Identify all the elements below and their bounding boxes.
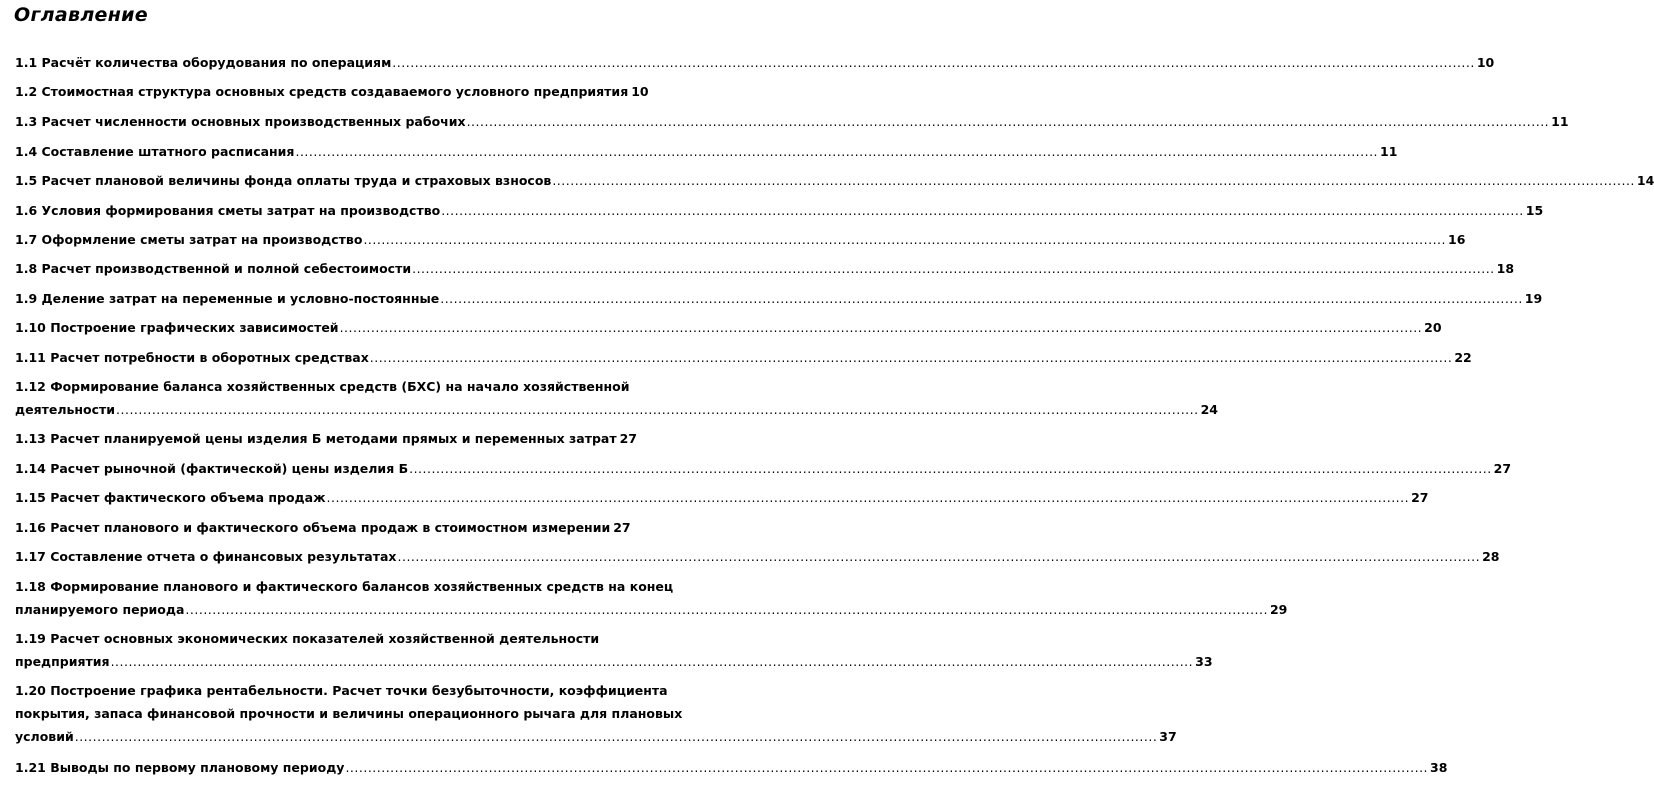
toc-entry[interactable]: [15, 316, 1442, 339]
toc-entry-line: [15, 169, 1654, 192]
toc-page-number: 22: [1454, 350, 1472, 365]
toc-entry-line: [15, 545, 1500, 568]
toc-entry[interactable]: [15, 457, 1512, 480]
toc-dot-leader: [392, 51, 1475, 74]
toc-entry[interactable]: [15, 80, 649, 103]
toc-entry-text: 1.20 Построение графика рентабельности. Расчет точки безубыточности, коэффициента: [15, 683, 668, 698]
toc-dot-leader: [345, 756, 1428, 779]
toc-dot-leader: [398, 545, 1481, 568]
toc-entry[interactable]: [15, 486, 1429, 509]
toc-entry[interactable]: [15, 545, 1500, 568]
toc-entry-text: 1.19 Расчет основных экономических показателей хозяйственной деятельности: [15, 631, 600, 646]
toc-dot-leader: [363, 228, 1446, 251]
toc-entry-text: 1.1 Расчёт количества оборудования по операциям: [15, 55, 392, 70]
toc-entry-text: планируемого периода: [15, 602, 185, 617]
toc-entry-text: 1.11 Расчет потребности в оборотных средствах: [15, 350, 369, 365]
toc-dot-leader: [409, 457, 1492, 480]
toc-page-number: 15: [1525, 203, 1544, 218]
toc-entry-text: 1.15 Расчет фактического объема продаж: [15, 490, 326, 505]
toc-page-number: 11: [1380, 144, 1398, 159]
toc-page-number: 27: [1493, 461, 1512, 476]
toc-entry-text: 1.5 Расчет плановой величины фонда оплаты труда и страховых взносов: [15, 173, 552, 188]
toc-title: Оглавление: [14, 4, 148, 26]
toc-page-number: 28: [1482, 549, 1500, 564]
toc-page-number: 33: [1195, 654, 1213, 669]
toc-entry[interactable]: [15, 51, 1495, 74]
toc-entry[interactable]: [15, 257, 1515, 280]
toc-entry[interactable]: [15, 140, 1398, 163]
toc-dot-leader: [552, 169, 1635, 192]
toc-entry-line: [15, 575, 674, 598]
toc-dot-leader: [116, 398, 1199, 421]
toc-entry-line: [15, 598, 1288, 621]
toc-entry-line: [15, 110, 1569, 133]
toc-entry-line: [15, 725, 1177, 748]
toc-page-number: 27: [613, 520, 631, 535]
toc-page-number: 27: [1411, 490, 1429, 505]
toc-entry-text: 1.4 Составление штатного расписания: [15, 144, 295, 159]
toc-entry-line: [15, 679, 668, 702]
toc-dot-leader: [441, 199, 1524, 222]
toc-entry-line: [15, 427, 638, 450]
toc-entry-line: [15, 627, 613, 650]
toc-page-number: 14: [1636, 173, 1654, 188]
toc-entry[interactable]: [15, 169, 1654, 192]
toc-page-number: 18: [1496, 261, 1515, 276]
toc-page-number: 24: [1200, 402, 1218, 417]
toc-entry-text: 1.8 Расчет производственной и полной себестоимости: [15, 261, 412, 276]
toc-dot-leader: [75, 725, 1158, 748]
toc-entry-text: покрытия, запаса финансовой прочности и величины операционного рычага для плановых: [15, 706, 683, 721]
toc-entry-line: [15, 375, 630, 398]
toc-entry-text: 1.13 Расчет планируемой цены изделия Б методами прямых и переменных затрат: [15, 431, 617, 446]
toc-entry-line: [15, 516, 631, 539]
toc-entry[interactable]: [15, 627, 1213, 673]
toc-entry-text: условий: [15, 729, 74, 744]
toc-entry-line: [15, 486, 1429, 509]
toc-entry-text: 1.21 Выводы по первому плановому периоду: [15, 760, 345, 775]
toc-entry[interactable]: [15, 346, 1472, 369]
toc-page-number: 16: [1448, 232, 1466, 247]
toc-page-number: 27: [619, 431, 638, 446]
toc-entry-line: [15, 457, 1512, 480]
toc-entry-line: [15, 199, 1544, 222]
toc-entry-text: 1.12 Формирование баланса хозяйственных средств (БХС) на начало хозяйственной: [15, 379, 630, 394]
toc-entry[interactable]: [15, 427, 638, 450]
toc-entry[interactable]: [15, 375, 1218, 421]
toc-page-number: 29: [1269, 602, 1288, 617]
toc-page-number: 37: [1159, 729, 1177, 744]
toc-page-number: 19: [1524, 291, 1543, 306]
toc-entry[interactable]: [15, 110, 1569, 133]
toc-entry-text: деятельности: [15, 402, 116, 417]
toc-page-number: 38: [1430, 760, 1448, 775]
toc-entry-line: [15, 756, 1448, 779]
toc-entry-line: [15, 346, 1472, 369]
toc-entry-text: 1.6 Условия формирования сметы затрат на производство: [15, 203, 441, 218]
toc-entry-text: 1.17 Составление отчета о финансовых результатах: [15, 549, 397, 564]
toc-page-number: 11: [1551, 114, 1569, 129]
toc-dot-leader: [327, 486, 1410, 509]
toc-dot-leader: [340, 316, 1423, 339]
toc-entry[interactable]: [15, 756, 1448, 779]
toc-dot-leader: [370, 346, 1453, 369]
toc-entry-line: [15, 287, 1543, 310]
toc-entry-text: 1.16 Расчет планового и фактического объема продаж в стоимостном измерении: [15, 520, 611, 535]
toc-entry-line: [15, 702, 683, 725]
toc-entry-text: 1.9 Деление затрат на переменные и условно-постоянные: [15, 291, 440, 306]
toc-entry[interactable]: [15, 228, 1466, 251]
toc-entry-text: 1.7 Оформление сметы затрат на производство: [15, 232, 363, 247]
toc-entry-line: [15, 398, 1218, 421]
toc-entry-text: 1.3 Расчет численности основных производственных рабочих: [15, 114, 466, 129]
toc-entry-text: предприятия: [15, 654, 110, 669]
toc-entry-line: [15, 80, 649, 103]
toc-entry-line: [15, 650, 1213, 673]
toc-entry-text: 1.2 Стоимостная структура основных средств создаваемого условного предприятия: [15, 84, 629, 99]
toc-page-number: 20: [1424, 320, 1442, 335]
toc-entry-text: 1.18 Формирование планового и фактического балансов хозяйственных средств на конец: [15, 579, 674, 594]
toc-entry-line: [15, 140, 1398, 163]
toc-dot-leader: [295, 140, 1378, 163]
toc-dot-leader: [185, 598, 1268, 621]
toc-entry[interactable]: [15, 516, 631, 539]
toc-entry[interactable]: [15, 287, 1543, 310]
toc-dot-leader: [440, 287, 1523, 310]
toc-entry-line: [15, 228, 1466, 251]
toc-entry-line: [15, 257, 1515, 280]
toc-entry-line: [15, 51, 1495, 74]
toc-entry-text: 1.14 Расчет рыночной (фактической) цены изделия Б: [15, 461, 409, 476]
toc-entry-text: 1.10 Построение графических зависимостей: [15, 320, 339, 335]
toc-entry[interactable]: [15, 575, 1288, 621]
toc-entry[interactable]: [15, 679, 1177, 748]
toc-entry-line: [15, 316, 1442, 339]
toc-page-number: 10: [631, 84, 649, 99]
toc-entry[interactable]: [15, 199, 1544, 222]
toc-dot-leader: [412, 257, 1495, 280]
toc-dot-leader: [467, 110, 1550, 133]
toc-dot-leader: [111, 650, 1194, 673]
toc-page-number: 10: [1476, 55, 1495, 70]
